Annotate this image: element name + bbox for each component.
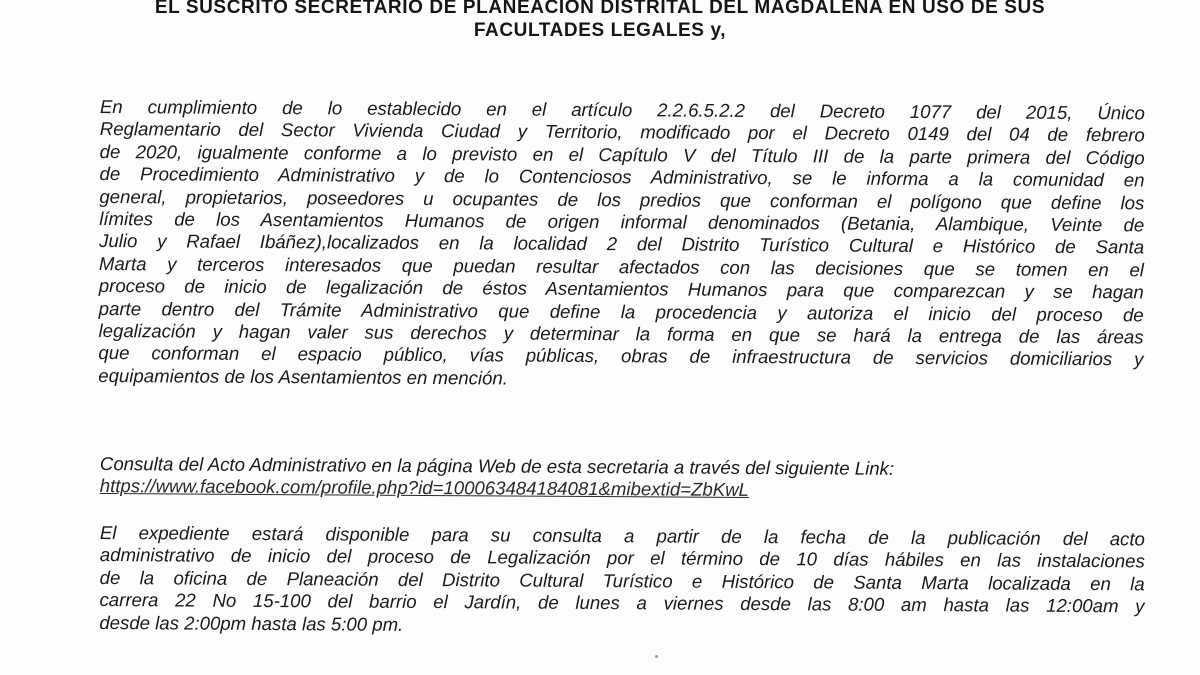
paragraph-line: administrativo de inicio del proceso de Legalización por el término de 10 días hábiles en las instalaciones xyxy=(99,544,1145,572)
paragraph-notice xyxy=(98,96,1145,394)
consultation-text: Consulta del Acto Administrativo en la página Web de esta secretaria a través del siguiente Link: xyxy=(99,453,895,479)
paragraph-line: general, propietarios, poseedores u ocupantes de los predios que conforman el polígono que define los xyxy=(99,185,1145,214)
paragraph-line: legalización y hagan valer sus derechos y determinar la forma en que se hará la entrega de las áreas xyxy=(98,320,1144,348)
paragraph-line: que conforman el espacio público, vías públicas, obras de infraestructura de servicios domiciliarios y xyxy=(98,342,1144,370)
paragraph-line: Marta y terceros interesados que puedan resultar afectados con las decisiones que se tomen en el xyxy=(98,252,1145,281)
paragraph-line: El expediente estará disponible para su consulta a partir de la fecha de la publicación del acto xyxy=(99,522,1145,550)
paragraph-line: Julio y Rafael Ibáñez),localizados en la localidad 2 del Distrito Turístico Cultural e Histórico de Santa xyxy=(99,230,1145,258)
paragraph-line: carrera 22 No 15-100 del barrio el Jardín, de lunes a viernes desde las 8:00 am hasta las 12:00am y xyxy=(99,589,1145,617)
paragraph-line: de 2020, igualmente conforme a lo previsto en el Capítulo V del Título III de la parte primera del Código xyxy=(99,140,1145,169)
paragraph-line: Reglamentario del Sector Vivienda Ciudad y Territorio, modificado por el Decreto 0149 del 04 de febrero xyxy=(99,118,1145,146)
paragraph-line: de Procedimiento Administrativo y de lo Contenciosos Administrativo, se le informa a la comunidad en xyxy=(99,163,1145,191)
paragraph-line: parte dentro del Trámite Administrativo que define la procedencia y autoriza el inicio del proceso de xyxy=(98,297,1144,326)
paragraph-line: proceso de inicio de legalización de éstos Asentamientos Humanos para que comparezcan y se hagan xyxy=(98,275,1144,303)
paragraph-consultation xyxy=(100,453,1145,504)
paragraph-line: límites de los Asentamientos Humanos de origen informal denominados (Betania, Alambique, Veinte de xyxy=(99,208,1145,236)
paragraph-availability xyxy=(99,522,1145,640)
paragraph-line: En cumplimiento de lo establecido en el artículo 2.2.6.5.2.2 del Decreto 1077 del 2015, Único xyxy=(99,96,1145,124)
scan-speck xyxy=(655,655,658,658)
paragraph-line: de la oficina de Planeación del Distrito Cultural Turístico e Histórico de Santa Marta localizada en la xyxy=(99,566,1145,595)
heading-line-1: EL SUSCRITO SECRETARIO DE PLANEACION DISTRITAL DEL MAGDALENA EN USO DE SUS xyxy=(154,0,1046,18)
facebook-profile-link[interactable]: https://www.facebook.com/profile.php?id=100063484184081&mibextid=ZbKwL xyxy=(99,475,749,501)
heading-line-2: FACULTADES LEGALES y, xyxy=(473,20,727,41)
paragraph-line: desde las 2:00pm hasta las 5:00 pm. xyxy=(99,611,404,635)
document-heading xyxy=(0,0,1200,42)
paragraph-line: equipamientos de los Asentamientos en mención. xyxy=(98,364,509,389)
